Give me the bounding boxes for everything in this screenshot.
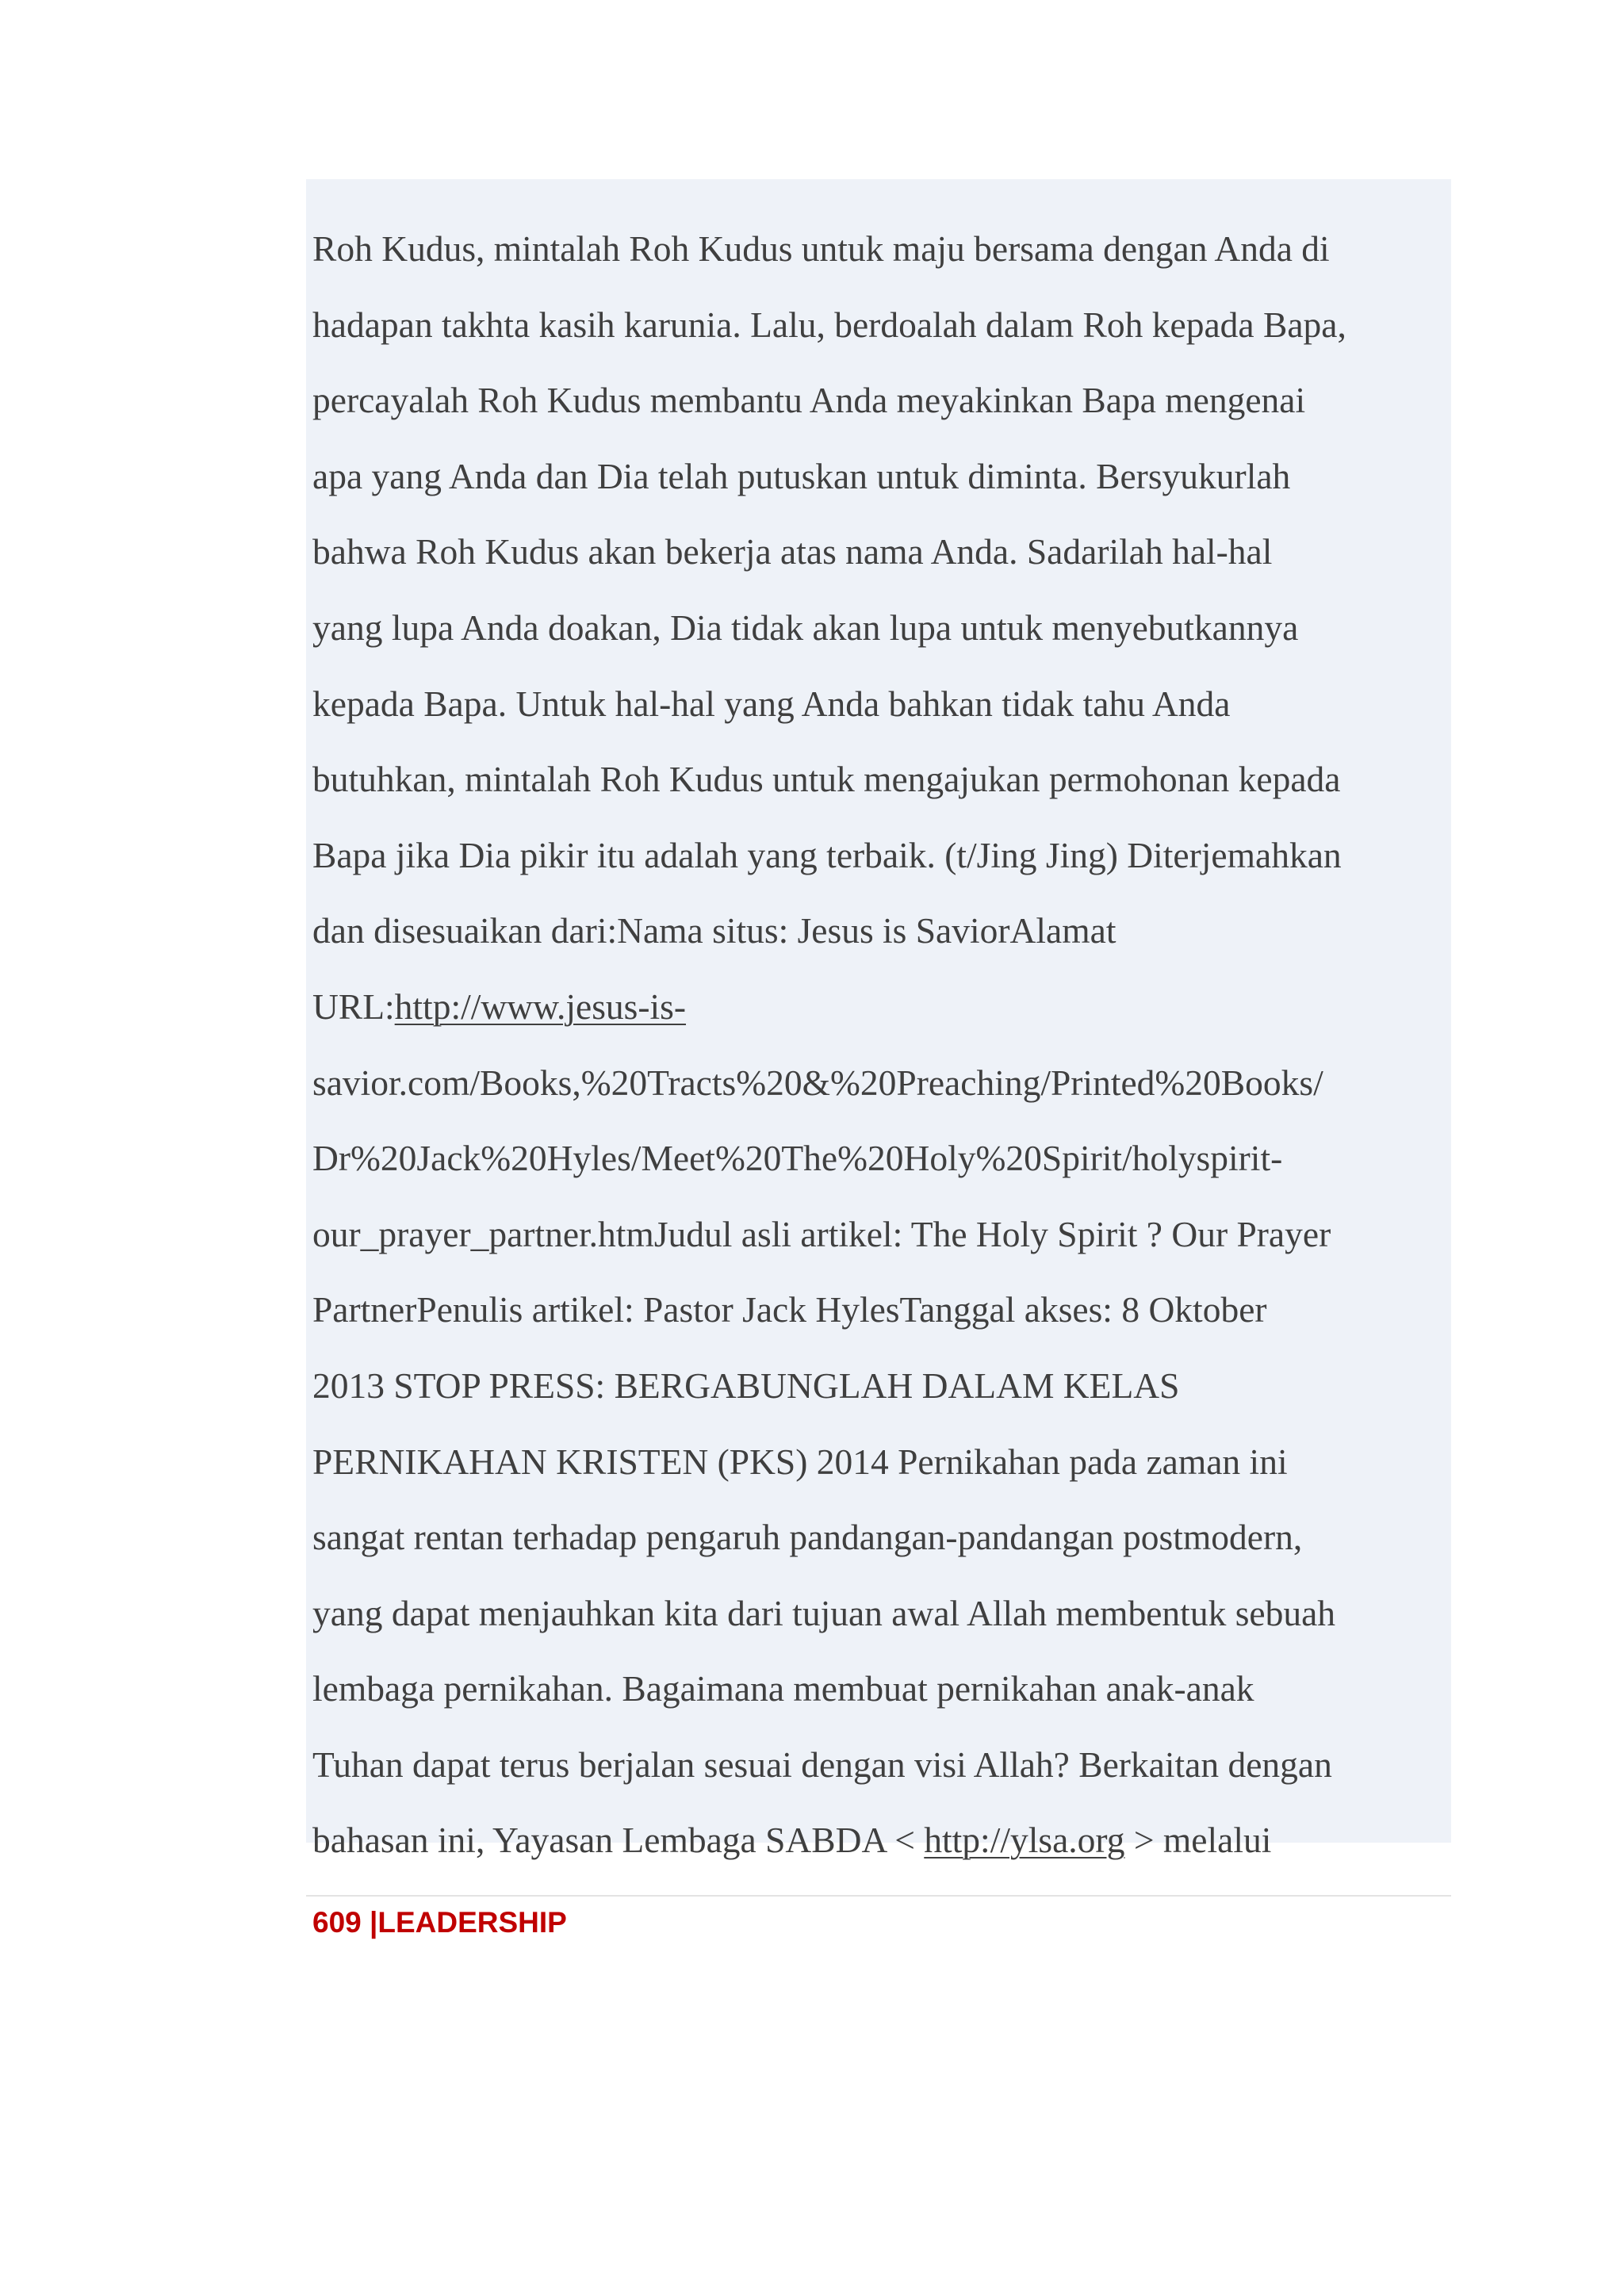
body-line-6: yang lupa Anda doakan, Dia tidak akan lupa untuk menyebutkannya xyxy=(312,607,1299,648)
body-line-9: Bapa jika Dia pikir itu adalah yang terbaik. (t/Jing Jing) Diterjemahkan xyxy=(312,834,1342,875)
url-line xyxy=(312,969,1451,1045)
ylsa-link[interactable]: http://ylsa.org xyxy=(924,1820,1125,1861)
body-line-2: hadapan takhta kasih karunia. Lalu, berdoalah dalam Roh kepada Bapa, xyxy=(312,304,1346,345)
footer-separator: | xyxy=(361,1906,378,1939)
page-footer xyxy=(312,1903,567,1943)
footer-section-title: LEADERSHIP xyxy=(377,1906,567,1939)
body-line-14: our_prayer_partner.htmJudul asli artikel: The Holy Spirit ? Our Prayer xyxy=(312,1213,1331,1254)
url-prefix: URL: xyxy=(312,986,395,1027)
body-line-15: PartnerPenulis artikel: Pastor Jack HylesTanggal akses: 8 Oktober xyxy=(312,1289,1267,1330)
body-line-5: bahwa Roh Kudus akan bekerja atas nama Anda. Sadarilah hal-hal xyxy=(312,531,1273,572)
body-line-3: percayalah Roh Kudus membantu Anda meyakinkan Bapa mengenai xyxy=(312,380,1306,421)
body-line-18: sangat rentan terhadap pengaruh pandangan-pandangan postmodern, xyxy=(312,1517,1303,1558)
body-line-16: 2013 STOP PRESS: BERGABUNGLAH DALAM KELAS xyxy=(312,1365,1180,1406)
body-line-13: Dr%20Jack%20Hyles/Meet%20The%20Holy%20Spirit/holyspirit- xyxy=(312,1138,1283,1179)
source-url-link[interactable]: http://www.jesus-is- xyxy=(394,986,687,1027)
highlighted-text-block xyxy=(306,179,1451,1861)
body-line-12: savior.com/Books,%20Tracts%20&%20Preaching/Printed%20Books/ xyxy=(312,1062,1323,1103)
body-line-1: Roh Kudus, mintalah Roh Kudus untuk maju bersama dengan Anda di xyxy=(312,228,1330,269)
page-number: 609 xyxy=(312,1906,362,1939)
body-line-20: lembaga pernikahan. Bagaimana membuat pernikahan anak-anak xyxy=(312,1668,1254,1709)
body-line-4: apa yang Anda dan Dia telah putuskan untuk diminta. Bersyukurlah xyxy=(312,455,1291,496)
body-line-7: kepada Bapa. Untuk hal-hal yang Anda bahkan tidak tahu Anda xyxy=(312,683,1231,724)
body-line-21: Tuhan dapat terus berjalan sesuai dengan visi Allah? Berkaitan dengan xyxy=(312,1744,1332,1785)
body-line-19: yang dapat menjauhkan kita dari tujuan awal Allah membentuk sebuah xyxy=(312,1592,1336,1633)
footer-divider xyxy=(306,1895,1451,1897)
last-line-suffix: > melalui xyxy=(1124,1820,1272,1861)
body-line-10: dan disesuaikan dari:Nama situs: Jesus is SaviorAlamat xyxy=(312,910,1116,951)
last-line xyxy=(312,1802,1451,1878)
body-line-8: butuhkan, mintalah Roh Kudus untuk mengajukan permohonan kepada xyxy=(312,759,1341,800)
last-line-prefix: bahasan ini, Yayasan Lembaga SABDA < xyxy=(312,1820,925,1861)
body-line-17: PERNIKAHAN KRISTEN (PKS) 2014 Pernikahan pada zaman ini xyxy=(312,1441,1288,1482)
